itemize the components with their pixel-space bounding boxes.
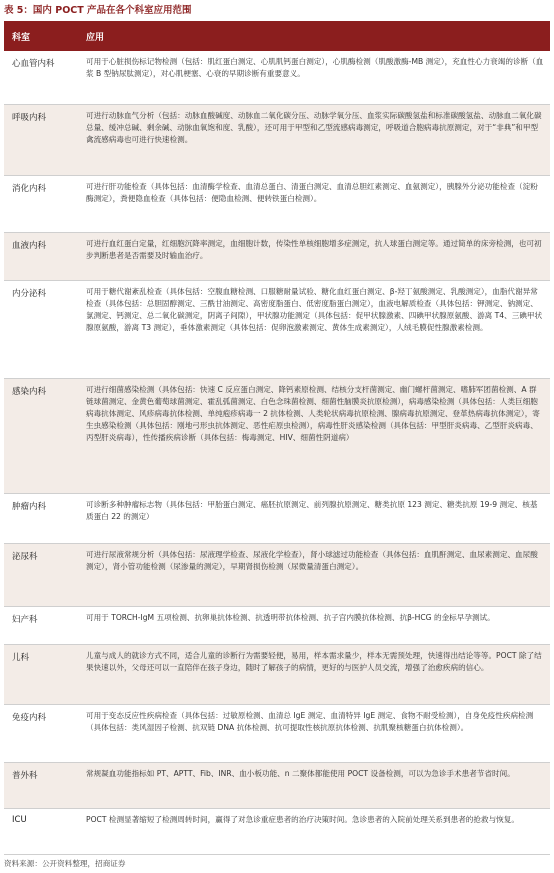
- source-note: 资料来源：公开资料整理，招商证券: [4, 859, 126, 868]
- department-cell: 妇产科: [12, 615, 38, 625]
- application-cell: 可进行肝功能检查（具体包括：血清酶学检查、血清总蛋白、清蛋白测定、血清总胆红素测定、血氨测定），胰腺外分泌功能检查（淀粉酶测定），粪便隐血检查（具体包括：便隐血检测、便转铁蛋白检测）。: [86, 182, 538, 203]
- table-row: [4, 607, 550, 645]
- table-row: [4, 809, 550, 855]
- table-title: 表 5：国内 POCT 产品在各个科室应用范围: [4, 5, 192, 16]
- application-cell: 常规凝血功能指标如 PT、APTT、Fib、INR、血小板功能、n 二聚体都能使用 POCT 设备检测，可以为急诊手术患者节省时间。: [86, 769, 515, 778]
- department-cell: 感染内科: [12, 387, 47, 397]
- table-row: [4, 176, 550, 233]
- application-cell: 可进行尿液常规分析（具体包括：尿液理学检查、尿液化学检查），肾小球滤过功能检查（具体包括：血肌酐测定、血尿素测定、血尿酸测定），肾小管功能检测（尿渗量的测定），早期肾损伤检测（尿微量清蛋白测定）。: [86, 550, 538, 571]
- department-cell: 肿瘤内科: [12, 502, 47, 512]
- table-row: [4, 705, 550, 763]
- application-cell: 儿童与成人的就诊方式不同，适合儿童的诊断行为需要轻便，易用，样本需求量少，样本无需预处理，快速得出结论等等。POCT 除了结果快速以外，父母还可以一直陪伴在孩子身边，随时了解孩子的病情，更好的与医护人员交流，增强了治愈疾病的信心。: [86, 651, 542, 672]
- table-row: [4, 51, 550, 105]
- table-row: [4, 233, 550, 281]
- application-cell: 可进行血红蛋白定量，红细胞沉降率测定，血细胞计数，传染性单核细胞增多症测定，抗人球蛋白测定等。通过简单的床旁检测，也可初步判断患者是否需要及时输血治疗。: [86, 239, 542, 260]
- department-cell: 心血管内科: [12, 59, 55, 69]
- application-cell: 可用于变态反应性疾病检查（具体包括：过敏原检测、血清总 IgE 测定、血清特异 IgE 测定、食物不耐受检测），自身免疫性疾病检测（具体包括：类风湿因子检测、抗双链 DNA 抗体检测、抗可提取性核抗原抗体检测、抗肌聚核糖蛋白抗体检测）。: [86, 711, 534, 732]
- department-cell: ICU: [12, 815, 27, 825]
- application-cell: 可进行细菌感染检测（具体包括：快速 C 反应蛋白测定、降钙素原检测、结核分支杆菌测定、幽门螺杆菌测定、嗜肺军团菌检测、A 群链球菌测定、金黄色葡萄球菌测定、霍乱弧菌测定、白色念珠菌检测、细菌性脑膜炎抗原检测），病毒感染检测（具体包括：人类巨细胞病毒抗体测定、风疹病毒抗体检测、单纯疱疹病毒一 2 抗体检测、人类轮状病毒抗原检测、腺病毒抗原测定、登革热病毒抗体测定），寄生虫感染检测（具体包括：刚地弓形虫抗体测定、恶性疟原虫检测），病毒性肝炎感染检测（具体包括：甲型肝炎病毒、乙型肝炎病毒、丙型肝炎病毒），性传播疾病诊断（具体包括：梅毒测定、HIV、细菌性阴道病）: [86, 385, 540, 442]
- department-cell: 泌尿科: [12, 552, 38, 562]
- application-cell: 可用于糖代谢紊乱检查（具体包括：空腹血糖检测、口服糖耐量试验、糖化血红蛋白测定、β-羟丁氨酸测定、乳酸测定），血脂代谢异常检查（具体包括：总胆固醇测定、三酰甘油测定、高密度脂蛋白、低密度脂蛋白测定），血液电解质检查（具体包括：钾测定、钠测定、氯测定、钙测定、总二氧化碳测定，阴离子间隙），甲状腺功能测定（具体包括：促甲状腺激素、四碘甲状腺原氨酸、游离 T4、三碘甲状腺原氨酸，游离 T3 测定），垂体激素测定（具体包括：促卵泡激素测定、黄体生成素测定），人绒毛膜促性腺激素检测。: [86, 287, 543, 332]
- application-table: [4, 21, 550, 855]
- table-row: [4, 645, 550, 705]
- table-row: [4, 494, 550, 544]
- table-row: [4, 544, 550, 607]
- department-cell: 消化内科: [12, 184, 47, 194]
- header-application: 应用: [86, 32, 105, 43]
- department-cell: 儿科: [12, 653, 30, 663]
- application-cell: 可进行动脉血气分析（包括：动脉血酸碱度、动脉血二氧化碳分压、动脉学氧分压、血浆实际碳酸氢盐和标准碳酸氢盐、动脉血二氧化碳总量、缓冲总碱、剩余碱、动脉血氧饱和度、乳酸），还可用于甲型和乙型流感病毒测定，呼吸道合胞病毒抗原测定，对于“非典”和甲型禽流感病毒也可进行快速检测。: [86, 111, 542, 144]
- table-row: [4, 105, 550, 176]
- application-cell: 可诊断多种肿瘤标志物（具体包括：甲胎蛋白测定、癌胚抗原测定、前列腺抗原测定、糖类抗原 123 测定、糖类抗原 19-9 测定、核基质蛋白 22 的测定）: [86, 500, 538, 521]
- table-row: [4, 379, 550, 494]
- department-cell: 内分泌科: [12, 289, 47, 299]
- department-cell: 血液内科: [12, 241, 47, 251]
- header-department: 科室: [12, 32, 31, 43]
- application-cell: 可用于 TORCH-IgM 五项检测、抗卵巢抗体检测、抗透明带抗体检测、抗子宫内膜抗体检测、抗β-HCG 的金标早孕测试。: [86, 613, 495, 622]
- table-header: [4, 21, 550, 51]
- department-cell: 免疫内科: [12, 713, 47, 723]
- table-row: [4, 763, 550, 809]
- table-row: [4, 281, 550, 379]
- department-cell: 普外科: [12, 771, 38, 781]
- department-cell: 呼吸内科: [12, 113, 47, 123]
- application-cell: POCT 检测显著缩短了检测周转时间，赢得了对急诊重症患者的治疗决策时间。急诊患者的入院前处理关系到患者的抢救与恢复。: [86, 815, 519, 824]
- application-cell: 可用于心脏损伤标记物检测（包括：肌红蛋白测定、心肌肌钙蛋白测定），心肌酶检测（肌酸激酶-MB 测定），充血性心力衰竭的诊断（血浆 B 型钠尿肽测定），对心肌梗塞、心衰的早期诊断有重要意义。: [86, 57, 544, 78]
